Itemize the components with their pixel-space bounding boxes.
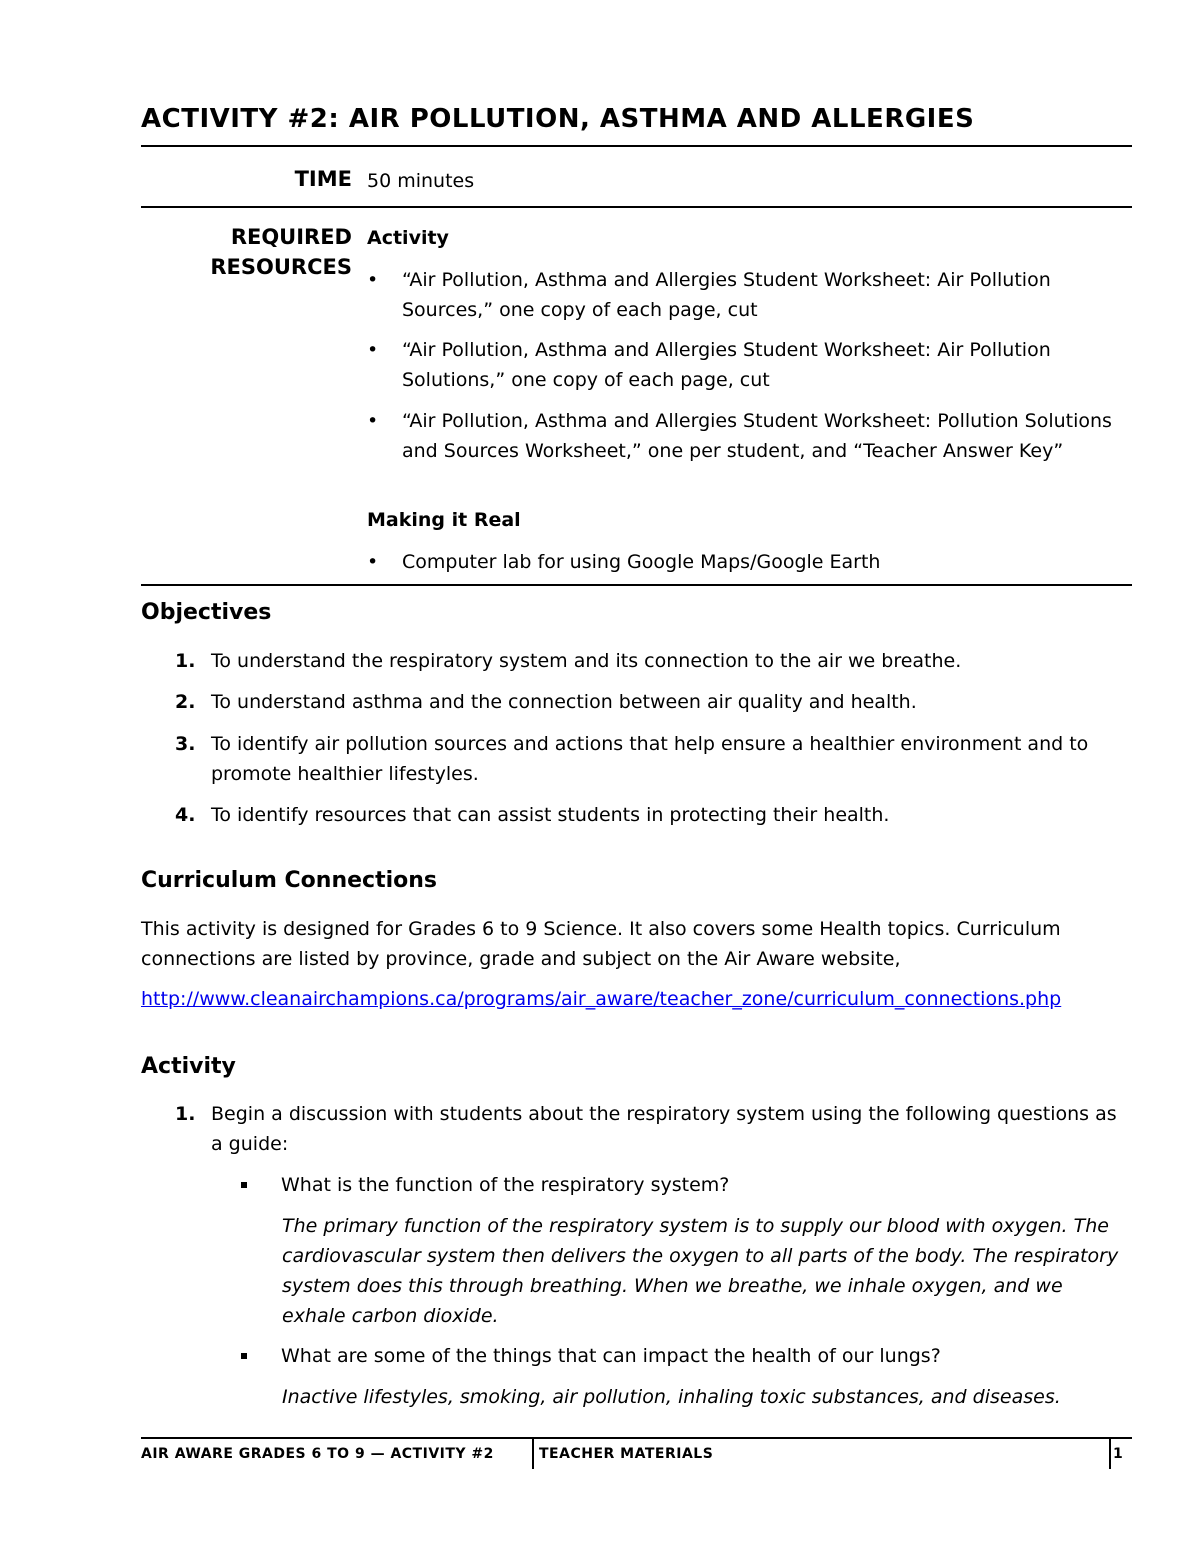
document-page — [141, 0, 1132, 1553]
question-text: What is the function of the respiratory system? — [281, 1174, 730, 1196]
question-item — [241, 1170, 1132, 1200]
page-title: ACTIVITY #2: AIR POLLUTION, ASTHMA AND ALLERGIES — [141, 104, 975, 134]
resources-activity-heading: Activity — [367, 227, 449, 249]
resource-item-text: “Air Pollution, Asthma and Allergies Student Worksheet: Pollution Solutions and Sources Worksheet,” one per student, and “Teacher Answer Key” — [402, 410, 1112, 462]
footer-left: AIR AWARE GRADES 6 TO 9 — ACTIVITY #2 — [141, 1446, 494, 1462]
resources-label — [141, 222, 352, 282]
square-bullet-icon — [241, 1353, 247, 1359]
objectives-heading: Objectives — [141, 600, 272, 625]
page-footer — [141, 1446, 714, 1462]
objective-item — [141, 646, 1132, 676]
footer-separator — [532, 1439, 534, 1469]
objective-text: To understand the respiratory system and its connection to the air we breathe. — [211, 650, 962, 672]
resources-divider — [141, 584, 1132, 586]
curriculum-link[interactable]: http://www.cleanairchampions.ca/programs/air_aware/teacher_zone/curriculum_connections.php — [141, 988, 1062, 1010]
bullet-icon: • — [367, 269, 379, 291]
objective-item — [141, 800, 1132, 830]
resource-item — [367, 547, 1132, 577]
title-divider — [141, 145, 1132, 147]
objective-number: 1. — [175, 650, 196, 672]
objective-text: To identify resources that can assist students in protecting their health. — [211, 804, 890, 826]
objective-text: To identify air pollution sources and actions that help ensure a healthier environment and to promote healthier lifestyles. — [211, 733, 1089, 785]
page-number: 1 — [1113, 1446, 1123, 1462]
time-value: 50 minutes — [367, 170, 475, 192]
answer-text: Inactive lifestyles, smoking, air pollution, inhaling toxic substances, and diseases. — [282, 1386, 1061, 1408]
objective-number: 3. — [175, 733, 196, 755]
activity-step-text: Begin a discussion with students about the respiratory system using the following questions as a guide: — [211, 1103, 1117, 1155]
activity-step — [141, 1099, 1132, 1159]
resource-item — [367, 335, 1132, 395]
resource-item-text: Computer lab for using Google Maps/Google Earth — [402, 551, 881, 573]
objective-number: 4. — [175, 804, 196, 826]
footer-right: TEACHER MATERIALS — [539, 1446, 714, 1462]
resource-item — [367, 265, 1132, 325]
bullet-icon: • — [367, 551, 379, 573]
page-number-separator — [1109, 1439, 1111, 1469]
resources-label-line2: RESOURCES — [210, 255, 352, 279]
resources-making-heading: Making it Real — [367, 509, 521, 531]
objective-item — [141, 729, 1132, 789]
resource-item-text: “Air Pollution, Asthma and Allergies Student Worksheet: Air Pollution Solutions,” one copy of each page, cut — [402, 339, 1051, 391]
resources-label-line1: REQUIRED — [230, 225, 352, 249]
objective-text: To understand asthma and the connection between air quality and health. — [211, 691, 917, 713]
time-label: TIME — [294, 167, 352, 191]
answer-text: The primary function of the respiratory system is to supply our blood with oxygen. The cardiovascular system then delivers the oxygen to all parts of the body. The respiratory system does this through breathing. When we breathe, we inhale oxygen, and we exhale carbon dioxide. — [282, 1215, 1119, 1327]
footer-divider — [141, 1437, 1132, 1439]
curriculum-heading: Curriculum Connections — [141, 868, 438, 893]
curriculum-text: This activity is designed for Grades 6 to 9 Science. It also covers some Health topics. Curriculum connections are listed by province, grade and subject on the Air Aware website, — [141, 918, 1061, 970]
resource-item-text: “Air Pollution, Asthma and Allergies Student Worksheet: Air Pollution Sources,” one copy of each page, cut — [402, 269, 1051, 321]
square-bullet-icon — [241, 1182, 247, 1188]
activity-heading: Activity — [141, 1054, 236, 1079]
question-text: What are some of the things that can impact the health of our lungs? — [281, 1345, 941, 1367]
objective-item — [141, 687, 1132, 717]
time-divider — [141, 206, 1132, 208]
bullet-icon: • — [367, 339, 379, 361]
question-item — [241, 1341, 1132, 1371]
objective-number: 2. — [175, 691, 196, 713]
curriculum-link-container — [141, 984, 1132, 1014]
resource-item — [367, 406, 1132, 466]
bullet-icon: • — [367, 410, 379, 432]
activity-step-number: 1. — [175, 1103, 196, 1125]
